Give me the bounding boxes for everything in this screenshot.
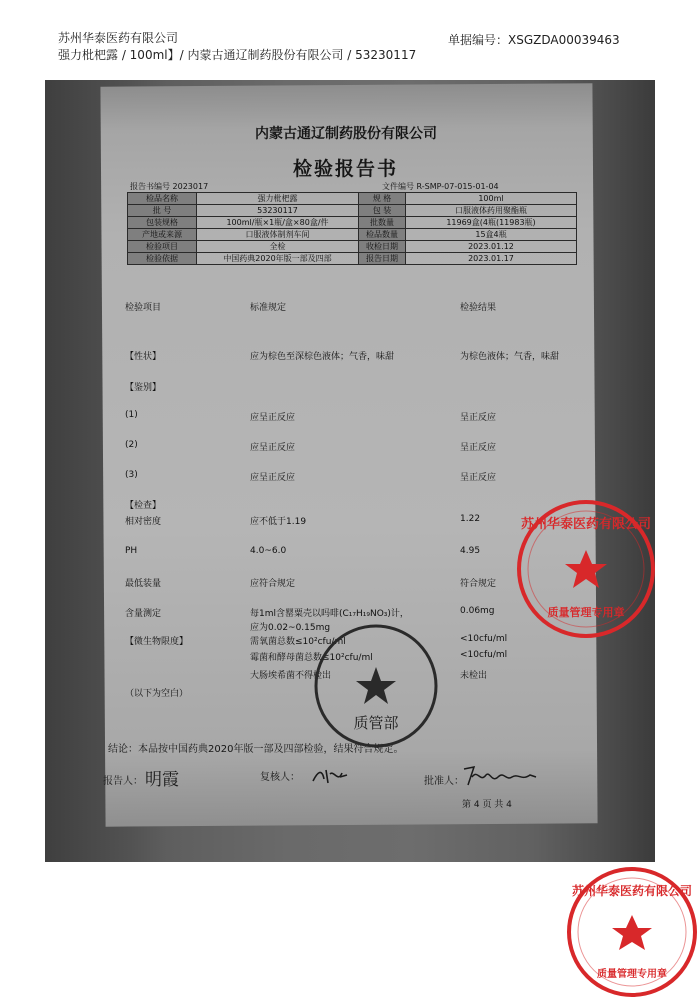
item-result: <10cfu/ml [460,634,508,644]
info-table [127,192,577,265]
item-name: 相对密度 [125,517,162,527]
item-standard: 应为棕色至深棕色液体；气香，味甜 [250,352,395,362]
item-result: 4.95 [460,546,481,556]
item-standard: 应为0.02~0.15mg [250,623,331,633]
info-row [128,241,577,253]
red-stamp-1-sub: 质量管理专用章 [547,606,625,619]
item-standard: 应呈正反应 [250,443,296,453]
item-result: 呈正反应 [460,473,497,483]
item-standard: 每1ml含罂粟壳以吗啡(C₁₇H₁₉NO₃)计， [250,609,409,619]
info-label: 检品数量 [359,229,406,241]
item-result: 检验结果 [460,303,497,313]
info-label: 检验项目 [128,241,197,253]
info-label: 包装规格 [128,217,197,229]
item-standard: 标准规定 [250,303,287,313]
info-value: 强力枇杷露 [197,193,359,205]
item-standard: 应符合规定 [250,579,296,589]
info-value: 100ml [406,193,577,205]
item-standard: 应呈正反应 [250,413,296,423]
item-result: 呈正反应 [460,413,497,423]
item-name: (2) [125,440,138,450]
info-value: 中国药典2020年版一部及四部 [197,253,359,265]
item-result: 符合规定 [460,579,497,589]
item-name: （以下为空白） [125,689,189,699]
report-title: 检验报告书 [293,158,399,180]
info-value: 口服液体药用聚酯瓶 [406,205,577,217]
info-label: 收检日期 [359,241,406,253]
reviewer-label: 复核人： [260,772,300,783]
info-value: 2023.01.12 [406,241,577,253]
info-label: 检品名称 [128,193,197,205]
header-company: 苏州华泰医药有限公司 [58,31,179,45]
item-standard: 大肠埃希菌不得检出 [250,671,332,681]
item-name: (3) [125,470,138,480]
item-standard: 需氧菌总数≤10²cfu/ml [250,637,346,647]
info-value: 53230117 [197,205,359,217]
qc-stamp [312,622,440,750]
info-label: 包 装 [359,205,406,217]
page-indicator: 第 4 页 共 4 [462,800,512,810]
red-stamp-2-label: 苏州华泰医药有限公司 [571,884,693,898]
conclusion: 结论：本品按中国药典2020年版一部及四部检验，结果符合规定。 [108,744,404,755]
report-number: 报告书编号 2023017 [130,182,209,191]
item-name: 【鉴别】 [125,383,162,393]
item-standard: 应呈正反应 [250,473,296,483]
item-name: 【性状】 [125,352,162,362]
qc-stamp-label: 质管部 [353,714,399,732]
item-result: 呈正反应 [460,443,497,453]
info-label: 报告日期 [359,253,406,265]
red-stamp-2 [565,865,700,1000]
reporter-signature: 明霞 [145,770,179,790]
info-label: 批数量 [359,217,406,229]
info-value: 15盒4瓶 [406,229,577,241]
approver-signature [460,763,540,789]
item-standard: 4.0~6.0 [250,546,287,556]
red-stamp-1 [515,498,657,640]
info-row [128,193,577,205]
item-result: <10cfu/ml [460,650,508,660]
item-name: 最低装量 [125,579,162,589]
item-result: 0.06mg [460,606,495,616]
item-result: 未检出 [460,671,488,681]
item-result: 为棕色液体；气香，味甜 [460,352,560,362]
info-value: 100ml/瓶×1瓶/盒×80盒/件 [197,217,359,229]
info-row [128,253,577,265]
info-value: 2023.01.17 [406,253,577,265]
info-value: 11969盒(4瓶(11983瓶) [406,217,577,229]
info-row [128,205,577,217]
item-standard: 应不低于1.19 [250,517,307,527]
document-number: 单据编号：XSGZDA00039463 [448,33,620,47]
info-label: 规 格 [359,193,406,205]
item-name: 【检查】 [125,501,162,511]
info-label: 产地或来源 [128,229,197,241]
info-row [128,217,577,229]
item-name: 含量测定 [125,609,162,619]
item-name: 【微生物限度】 [125,637,189,647]
red-stamp-2-sub: 质量管理专用章 [597,969,667,980]
info-row [128,229,577,241]
info-label: 检验依据 [128,253,197,265]
info-label: 批 号 [128,205,197,217]
reviewer-signature [310,765,350,787]
info-value: 口服液体制剂车间 [197,229,359,241]
info-value: 全检 [197,241,359,253]
product-line: 强力枇杷露 / 100ml】/ 内蒙古通辽制药股份有限公司 / 53230117 [58,48,417,62]
report-company: 内蒙古通辽制药股份有限公司 [255,126,437,142]
item-name: (1) [125,410,138,420]
approver-label: 批准人： [424,776,464,787]
red-stamp-1-label: 苏州华泰医药有限公司 [520,517,652,532]
reporter-label: 报告人： [103,776,143,787]
file-number: 文件编号 R-SMP-07-015-01-04 [382,182,499,191]
item-result: 1.22 [460,514,481,524]
item-name: 检验项目 [125,303,162,313]
item-name: PH [125,546,138,556]
item-standard: 霉菌和酵母菌总数≤10²cfu/ml [250,653,373,663]
